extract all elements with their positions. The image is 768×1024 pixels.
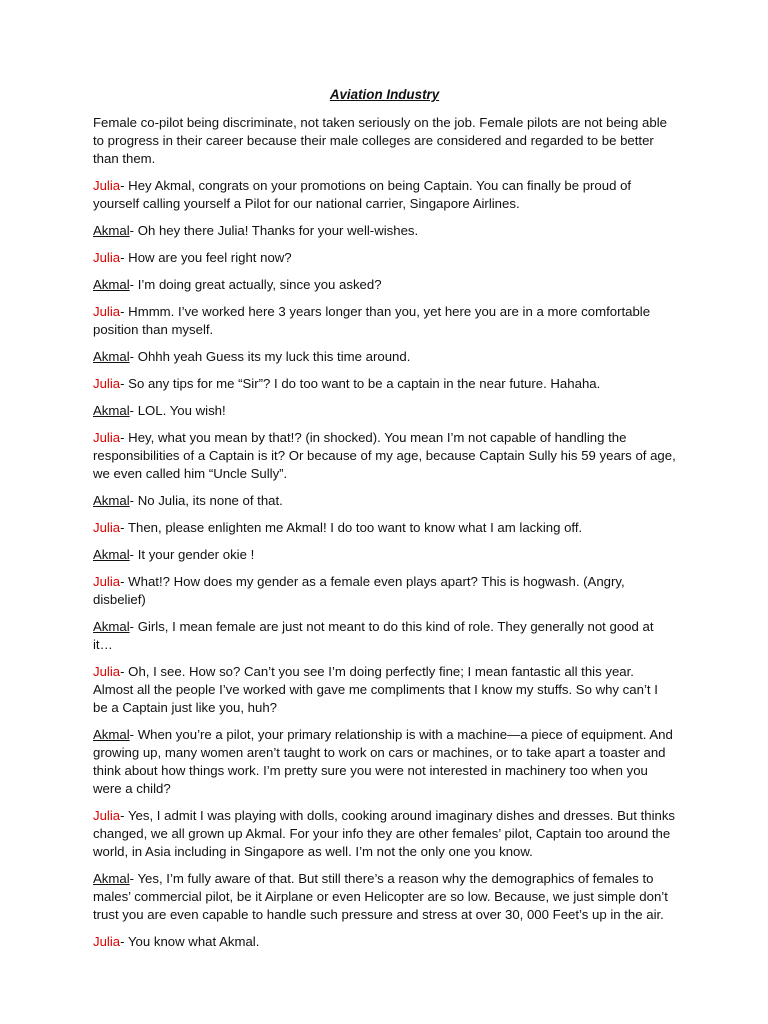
dialogue-line [93, 303, 676, 339]
dialogue-line [93, 402, 676, 420]
dialogue-text: - Yes, I admit I was playing with dolls, cooking around imaginary dishes and dresses. But thinks changed, we all grown up Akmal. For your info they are other females’ pilot, Captain too around the world, in Asia including in Singapore as well. I’m not the only one you know. [93, 808, 676, 859]
dialogue-text: - So any tips for me “Sir”? I do too want to be a captain in the near future. Hahaha. [120, 376, 601, 391]
dialogue-line [93, 546, 676, 564]
dialogue-text: - Oh, I see. How so? Can’t you see I’m doing perfectly fine; I mean fantastic all this year. Almost all the people I’ve worked with gave me compliments that I know my stuffs. So why can’t I be a Captain just like you, huh? [93, 664, 658, 715]
dialogue-line [93, 429, 676, 483]
dialogue-text: - Oh hey there Julia! Thanks for your well-wishes. [129, 223, 419, 238]
intro-paragraph: Female co-pilot being discriminate, not taken seriously on the job. Female pilots are not being able to progress in their career because their male colleges are considered and regarded to be better than them. [93, 115, 667, 166]
dialogue-line [93, 573, 676, 609]
dialogue-line [93, 492, 676, 510]
dialogue-line [93, 519, 676, 537]
speaker-name: Julia [93, 520, 121, 535]
dialogue-text: - No Julia, its none of that. [129, 493, 283, 508]
dialogue [93, 177, 676, 951]
speaker-name: Julia [93, 178, 121, 193]
speaker-name: Akmal [93, 727, 130, 742]
dialogue-line [93, 249, 676, 267]
speaker-name: Akmal [93, 619, 130, 634]
speaker-name: Akmal [93, 547, 130, 562]
dialogue-text: - Yes, I’m fully aware of that. But still there’s a reason why the demographics of females to males’ commercial pilot, be it Airplane or even Helicopter are so low. Because, we just simple don’t trust you are even capable to handle such pressure and stress at over 30, 000 Feet’s up in the air. [93, 871, 668, 922]
dialogue-text: - Hey Akmal, congrats on your promotions on being Captain. You can finally be proud of yourself calling yourself a Pilot for our national carrier, Singapore Airlines. [93, 178, 632, 211]
speaker-name: Julia [93, 430, 121, 445]
speaker-name: Akmal [93, 871, 130, 886]
speaker-name: Julia [93, 304, 121, 319]
speaker-name: Akmal [93, 349, 130, 364]
dialogue-line [93, 348, 676, 366]
dialogue-line [93, 870, 676, 924]
dialogue-text: - Girls, I mean female are just not meant to do this kind of role. They generally not good at it… [93, 619, 654, 652]
dialogue-text: - You know what Akmal. [120, 934, 260, 949]
dialogue-line [93, 807, 676, 861]
dialogue-text: - Hmmm. I’ve worked here 3 years longer than you, yet here you are in a more comfortable position than myself. [93, 304, 651, 337]
dialogue-text: - Hey, what you mean by that!? (in shocked). You mean I’m not capable of handling the responsibilities of a Captain is it? Or because of my age, because Captain Sully his 59 years of age, we even called him “Uncle Sully”. [93, 430, 676, 481]
speaker-name: Julia [93, 574, 121, 589]
dialogue-line [93, 618, 676, 654]
dialogue-line [93, 222, 676, 240]
dialogue-text: - LOL. You wish! [129, 403, 226, 418]
speaker-name: Julia [93, 808, 121, 823]
dialogue-text: - What!? How does my gender as a female even plays apart? This is hogwash. (Angry, disbelief) [93, 574, 625, 607]
document-title: Aviation Industry [329, 87, 440, 102]
speaker-name: Akmal [93, 493, 130, 508]
dialogue-text: - Then, please enlighten me Akmal! I do too want to know what I am lacking off. [120, 520, 583, 535]
dialogue-line [93, 177, 676, 213]
speaker-name: Julia [93, 250, 121, 265]
dialogue-text: - I’m doing great actually, since you asked? [129, 277, 382, 292]
dialogue-line [93, 663, 676, 717]
speaker-name: Julia [93, 934, 121, 949]
speaker-name: Akmal [93, 223, 130, 238]
dialogue-text: - When you’re a pilot, your primary relationship is with a machine—a piece of equipment. And growing up, many women aren’t taught to work on cars or machines, or to take apart a toaster and think about how things work. I’m pretty sure you were not interested in machinery too when you were a child? [93, 727, 673, 796]
dialogue-line [93, 726, 676, 798]
dialogue-text: - How are you feel right now? [120, 250, 292, 265]
dialogue-line [93, 276, 676, 294]
dialogue-line [93, 933, 676, 951]
dialogue-text: - Ohhh yeah Guess its my luck this time around. [129, 349, 411, 364]
dialogue-text: - It your gender okie ! [129, 547, 255, 562]
speaker-name: Julia [93, 376, 121, 391]
speaker-name: Julia [93, 664, 121, 679]
dialogue-line [93, 375, 676, 393]
speaker-name: Akmal [93, 403, 130, 418]
speaker-name: Akmal [93, 277, 130, 292]
